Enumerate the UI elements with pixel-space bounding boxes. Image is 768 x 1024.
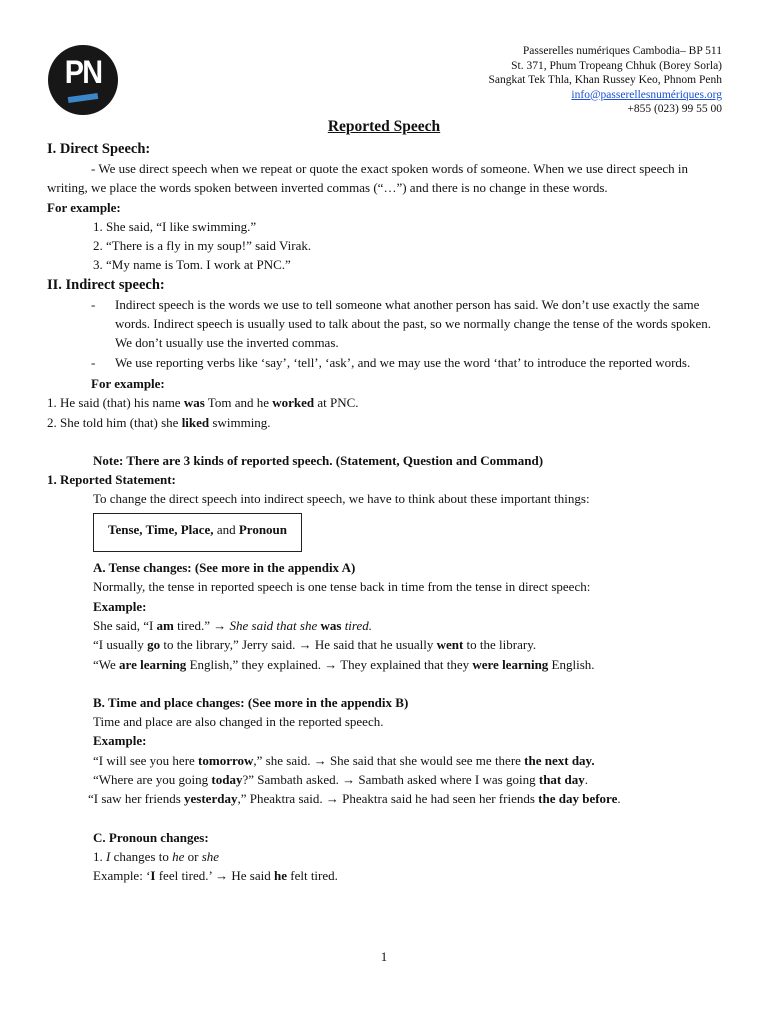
indirect-bullet-1-text: Indirect speech is the words we use to tell someone what another person has said. We don’t use exactly the same words. Indirect speech is usually used to talk about the past, so we normally change the tense of the words spoken. We don’t usually use the inverted commas. — [115, 296, 712, 351]
contact-line-2: St. 371, Phum Tropeang Chhuk (Borey Sorla) — [511, 59, 722, 72]
note-text: Note: There are 3 kinds of reported speech. (Statement, Question and Command) — [93, 452, 544, 468]
contact-line-1: Passerelles numériques Cambodia– BP 511 — [522, 45, 722, 57]
indirect-bullet-2-text: We use reporting verbs like ‘say’, ‘tell’, ‘ask’, and we may use the word ‘that’ to introduce the reported words. — [115, 354, 691, 370]
pronoun-rule-1: 1. I changes to he or she — [93, 848, 220, 864]
tense-changes-intro: Normally, the tense in reported speech is one tense back in time from the tense in direct speech: — [93, 579, 591, 595]
tense-example-label: Example: — [93, 598, 147, 614]
document-body — [47, 139, 727, 886]
tense-example-2: “I usually go to the library,” Jerry said. → He said that he usually went to the library. — [93, 637, 537, 653]
page-number: 1 — [380, 949, 388, 964]
email-link[interactable]: info@passerellesnumériques.org — [571, 88, 722, 101]
indirect-bullet-1 — [91, 295, 727, 353]
tense-changes-heading: A. Tense changes: (See more in the appendix A) — [93, 560, 356, 576]
pronoun-example: Example: ‘I feel tired.’ → He said he felt tired. — [93, 868, 338, 884]
time-place-example-2: “Where are you going today?” Sambath asked. → Sambath asked where I was going that day. — [93, 772, 588, 788]
time-place-example-label: Example: — [93, 733, 147, 749]
contact-block — [488, 44, 722, 117]
direct-speech-heading: I. Direct Speech: — [47, 141, 151, 157]
reported-statement-heading: 1. Reported Statement: — [47, 472, 176, 488]
indirect-bullet-2 — [91, 353, 727, 372]
direct-example-2: 2. “There is a fly in my soup!” said Virak. — [93, 238, 312, 254]
contact-phone: +855 (023) 99 55 00 — [627, 103, 722, 115]
logo-text: PN — [64, 54, 102, 90]
time-place-heading: B. Time and place changes: (See more in the appendix B) — [93, 694, 409, 710]
logo-stripe — [68, 93, 99, 103]
time-place-example-3: “I saw her friends yesterday,” Pheaktra said. → Pheaktra said he had seen her friends the day before. — [88, 791, 621, 807]
indirect-example-1: 1. He said (that) his name was Tom and he worked at PNC. — [47, 395, 359, 411]
direct-speech-paragraph: - We use direct speech when we repeat or quote the exact spoken words of someone. When we use direct speech in writing, we place the words spoken between inverted commas (“…”) and there is no change in these words. — [47, 161, 688, 196]
direct-example-1: 1. She said, “I like swimming.” — [93, 218, 257, 234]
direct-example-label: For example: — [47, 199, 121, 215]
reported-statement-intro: To change the direct speech into indirect speech, we have to think about these important things: — [93, 491, 590, 507]
tense-example-1: She said, “I am tired.” → She said that she was tired. — [93, 617, 373, 633]
time-place-example-1: “I will see you here tomorrow,” she said. → She said that she would see me there the next day. — [93, 752, 595, 768]
key-things-box: Tense, Time, Place, and Pronoun — [93, 513, 302, 552]
contact-line-3: Sangkat Tek Thla, Khan Russey Keo, Phnom Penh — [488, 74, 722, 86]
direct-example-3: 3. “My name is Tom. I work at PNC.” — [93, 257, 291, 273]
document-title: Reported Speech — [327, 118, 441, 135]
indirect-example-2: 2. She told him (that) she liked swimming. — [47, 414, 271, 430]
bullet-dash: - — [91, 354, 96, 370]
bullet-dash: - — [91, 296, 96, 312]
indirect-example-label: For example: — [91, 375, 165, 391]
indirect-speech-heading: II. Indirect speech: — [47, 276, 165, 293]
tense-example-3: “We are learning English,” they explained. → They explained that they were learning English. — [93, 656, 595, 672]
time-place-intro: Time and place are also changed in the reported speech. — [93, 714, 384, 730]
pronoun-changes-heading: C. Pronoun changes: — [93, 829, 209, 845]
pn-logo — [48, 45, 118, 115]
